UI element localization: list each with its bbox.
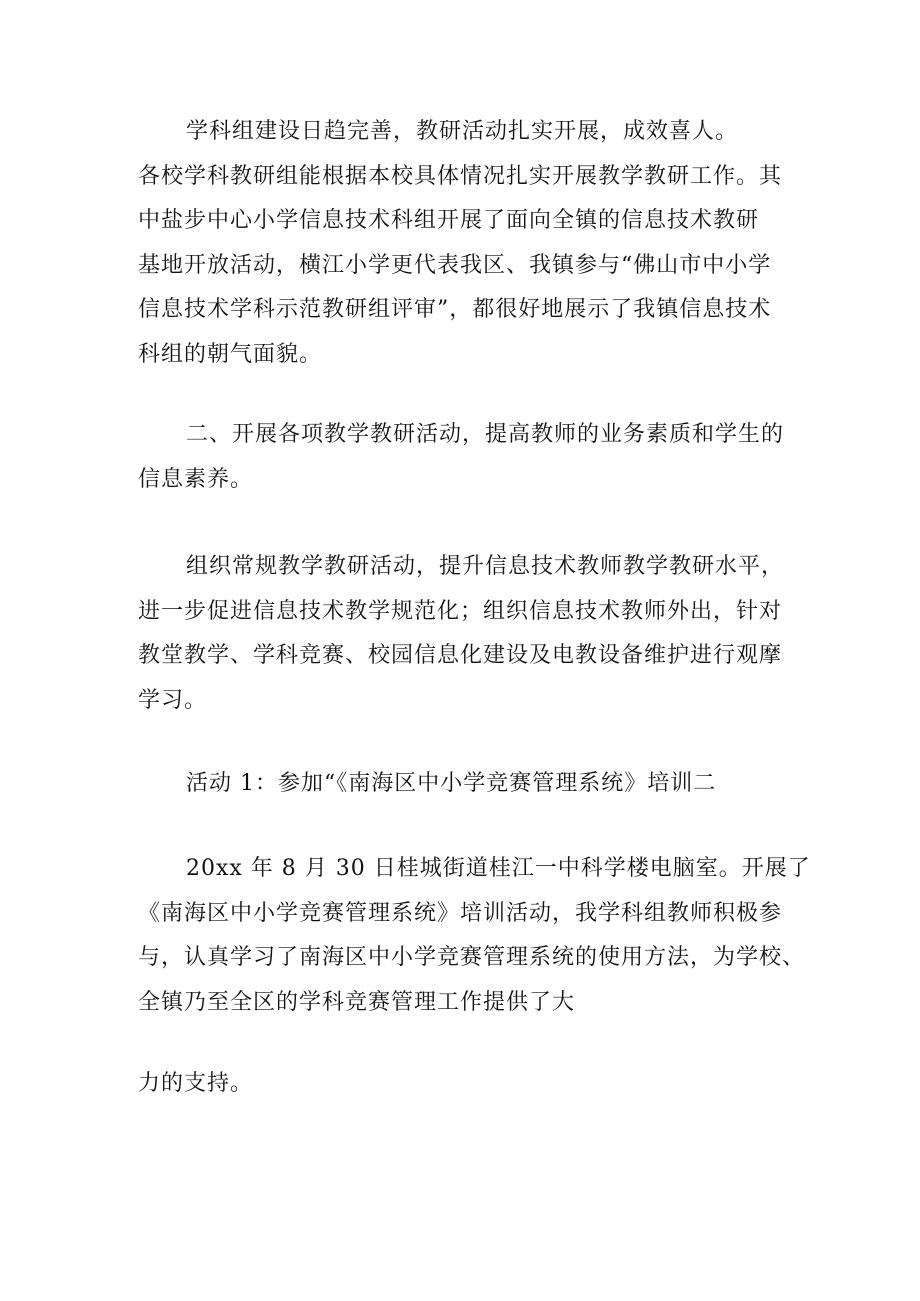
text-line: 活动 1：参加“《南海区中小学竞赛管理系统》培训二 [186, 771, 717, 796]
text-line: 力的支持。 [138, 1071, 254, 1096]
text-line: 与，认真学习了南海区中小学竞赛管理系统的使用方法，为学校、 [138, 945, 806, 970]
text-line: 学习。 [138, 687, 208, 713]
paragraph-6 [138, 1062, 788, 1107]
text-line: 基地开放活动，横江小学更代表我区、我镇参与“佛山市中小学 [138, 252, 772, 278]
text-line: 中盐步中心小学信息技术科组开展了面向全镇的信息技术教研 [138, 208, 760, 233]
text-line: 教堂教学、学科竞赛、校园信息化建设及电教设备维护进行观摩 [138, 643, 783, 668]
text-line: 信息技术学科示范教研组评审”，都很好地展示了我镇信息技术 [138, 297, 772, 322]
text-line: 学科组建设日趋完善，教研活动扎实开展，成效喜人。 [186, 119, 739, 144]
text-line: 全镇乃至全区的学科竞赛管理工作提供了大 [138, 989, 576, 1015]
paragraph-1 [138, 110, 788, 377]
text-line: 20xx 年 8 月 30 日桂城街道桂江一中科学楼电脑室。开展了 [186, 856, 811, 881]
paragraph-5 [138, 847, 811, 1025]
text-line: 组织常规教学教研活动，提升信息技术教师教学教研水平， [186, 554, 785, 579]
text-line: 各校学科教研组能根据本校具体情况扎实开展教学教研工作。其 [138, 163, 783, 189]
paragraph-4 [138, 762, 788, 807]
text-line: 二、开展各项教学教研活动，提高教师的业务素质和学生的 [186, 422, 785, 447]
paragraph-3 [138, 545, 788, 723]
text-line: 《南海区中小学竞赛管理系统》培训活动，我学科组教师积极参 [138, 900, 783, 926]
text-line: 科组的朝气面貌。 [138, 341, 323, 367]
text-line: 进一步促进信息技术教学规范化；组织信息技术教师外出，针对 [138, 598, 783, 624]
text-line: 信息素养。 [138, 466, 254, 492]
paragraph-2 [138, 413, 788, 502]
